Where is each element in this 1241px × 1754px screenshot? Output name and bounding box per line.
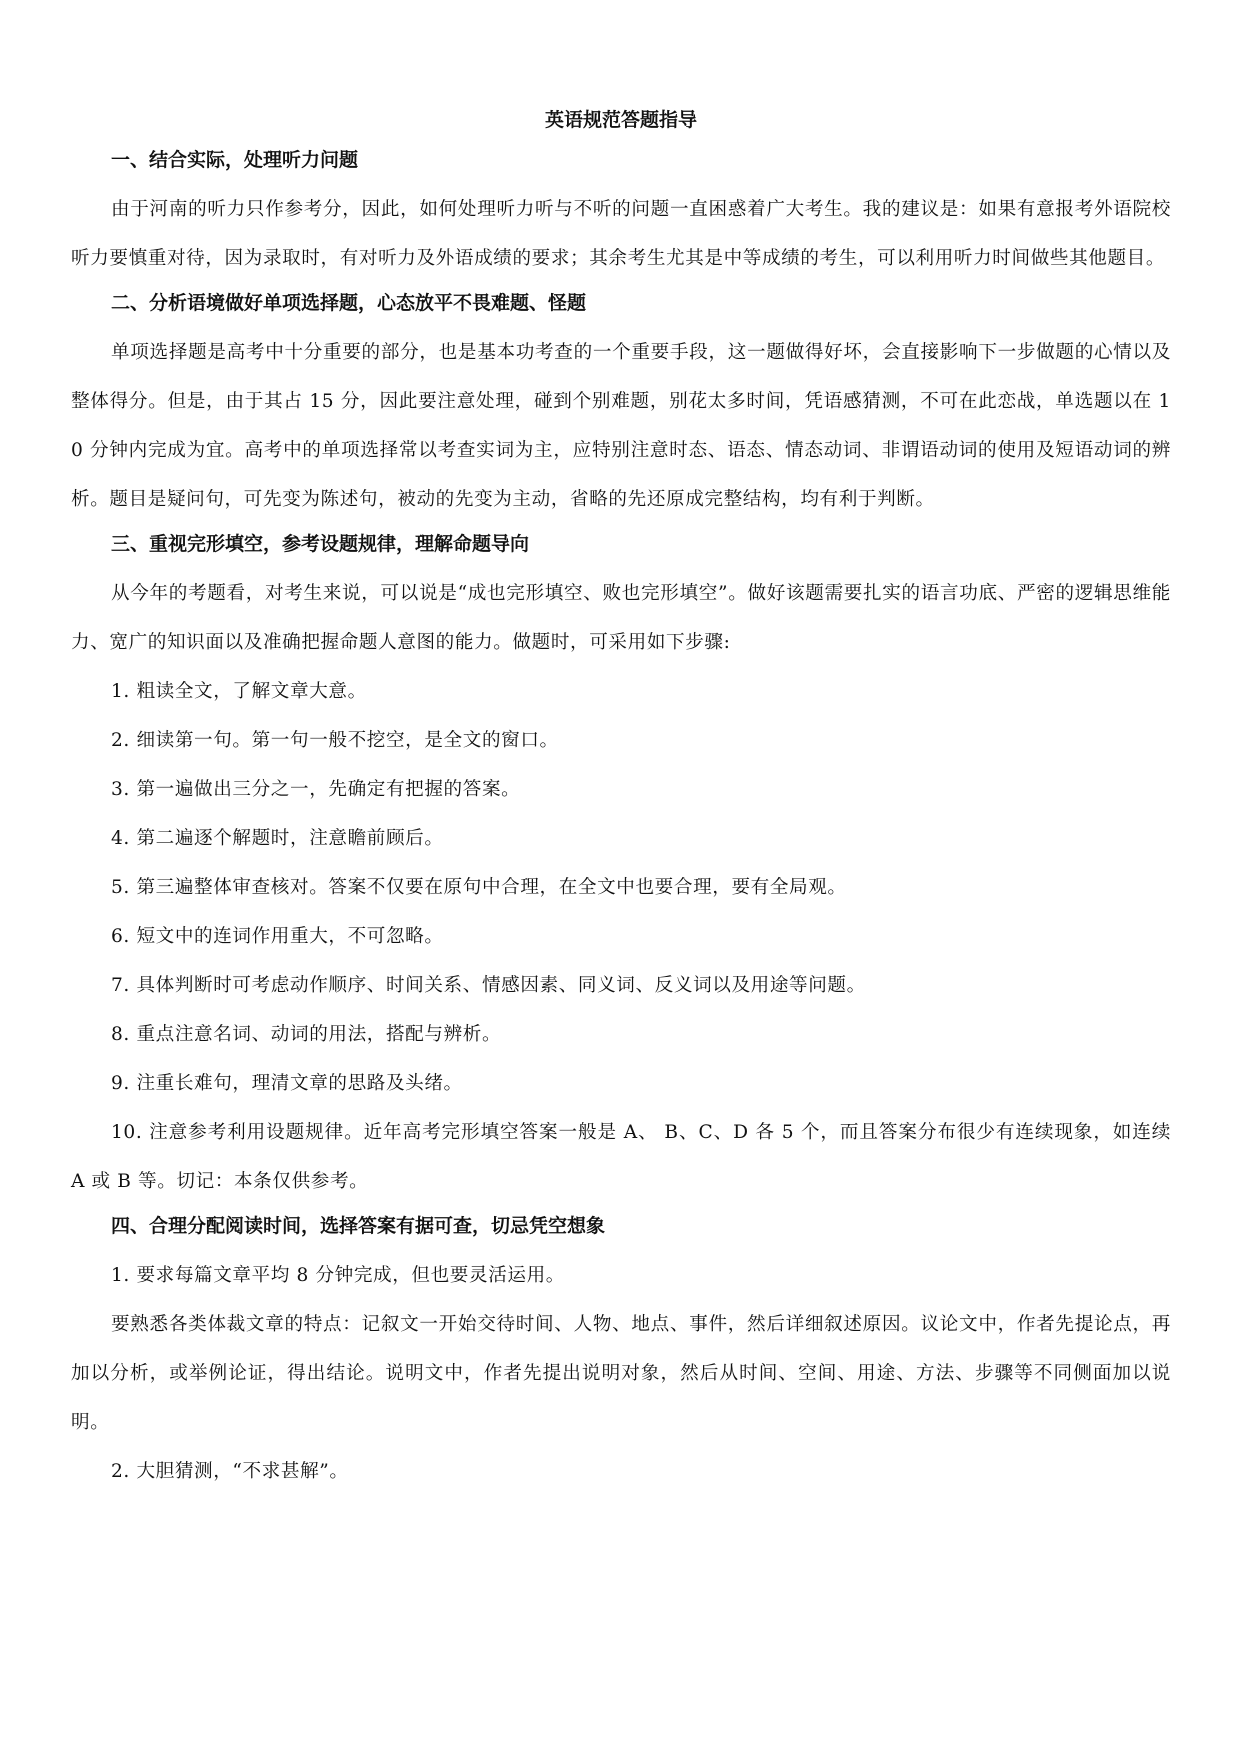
section-4-paragraph: 要熟悉各类体裁文章的特点：记叙文一开始交待时间、人物、地点、事件，然后详细叙述原因。议论文中，作者先提论点，再加以分析，或举例论证，得出结论。说明文中，作者先提出说明对象，然后从时间、空间、用途、方法、步骤等不同侧面加以说明。 bbox=[71, 1314, 1171, 1433]
section-3-step-3: 3. 第一遍做出三分之一，先确定有把握的答案。 bbox=[111, 779, 521, 800]
section-3-step-2: 2. 细读第一句。第一句一般不挖空，是全文的窗口。 bbox=[111, 730, 559, 751]
section-4-point-2: 2. 大胆猜测，“不求甚解”。 bbox=[111, 1461, 349, 1482]
section-3-paragraph: 从今年的考题看，对考生来说，可以说是“成也完形填空、败也完形填空”。做好该题需要扎实的语言功底、严密的逻辑思维能力、宽广的知识面以及准确把握命题人意图的能力。做题时，可采用如下步骤: bbox=[71, 583, 1171, 653]
section-3-step-6: 6. 短文中的连词作用重大，不可忽略。 bbox=[111, 926, 444, 947]
section-3-step-5: 5. 第三遍整体审查核对。答案不仅要在原句中合理，在全文中也要合理，要有全局观。 bbox=[111, 877, 847, 898]
section-4-point-1: 1. 要求每篇文章平均 8 分钟完成，但也要灵活运用。 bbox=[111, 1265, 565, 1286]
section-3-step-10: 10. 注意参考利用设题规律。近年高考完形填空答案一般是 A、 B、C、D 各 5 个，而且答案分布很少有连续现象，如连续 A 或 B 等。切记：本条仅供参考。 bbox=[71, 1122, 1171, 1192]
section-3-step-9: 9. 注重长难句，理清文章的思路及头绪。 bbox=[111, 1073, 463, 1094]
section-1-paragraph: 由于河南的听力只作参考分，因此，如何处理听力听与不听的问题一直困惑着广大考生。我的建议是：如果有意报考外语院校听力要慎重对待，因为录取时，有对听力及外语成绩的要求；其余考生尤其是中等成绩的考生，可以利用听力时间做些其他题目。 bbox=[71, 199, 1171, 269]
section-3-step-8: 8. 重点注意名词、动词的用法，搭配与辨析。 bbox=[111, 1024, 502, 1045]
document-title: 英语规范答题指导 bbox=[544, 109, 697, 131]
document-page bbox=[71, 100, 1171, 1496]
section-3-step-1: 1. 粗读全文，了解文章大意。 bbox=[111, 681, 367, 702]
section-2-paragraph: 单项选择题是高考中十分重要的部分，也是基本功考查的一个重要手段，这一题做得好坏，会直接影响下一步做题的心情以及整体得分。但是，由于其占 15 分，因此要注意处理，碰到个别难题，别花太多时间，凭语感猜测，不可在此恋战，单选题以在 10 分钟内完成为宜。高考中的单项选择常以考查实词为主，应特别注意时态、语态、情态动词、非谓语动词的使用及短语动词的辨析。题目是疑问句，可先变为陈述句，被动的先变为主动，省略的先还原成完整结构，均有利于判断。 bbox=[71, 342, 1171, 510]
section-4-heading: 四、合理分配阅读时间，选择答案有据可查，切忌凭空想象 bbox=[111, 1215, 606, 1237]
section-3-heading: 三、重视完形填空，参考设题规律，理解命题导向 bbox=[111, 533, 530, 555]
section-3-step-7: 7. 具体判断时可考虑动作顺序、时间关系、情感因素、同义词、反义词以及用途等问题。 bbox=[111, 975, 866, 996]
section-1-heading: 一、结合实际，处理听力问题 bbox=[111, 149, 359, 171]
section-2-heading: 二、分析语境做好单项选择题，心态放平不畏难题、怪题 bbox=[111, 292, 587, 314]
section-3-step-4: 4. 第二遍逐个解题时，注意瞻前顾后。 bbox=[111, 828, 444, 849]
